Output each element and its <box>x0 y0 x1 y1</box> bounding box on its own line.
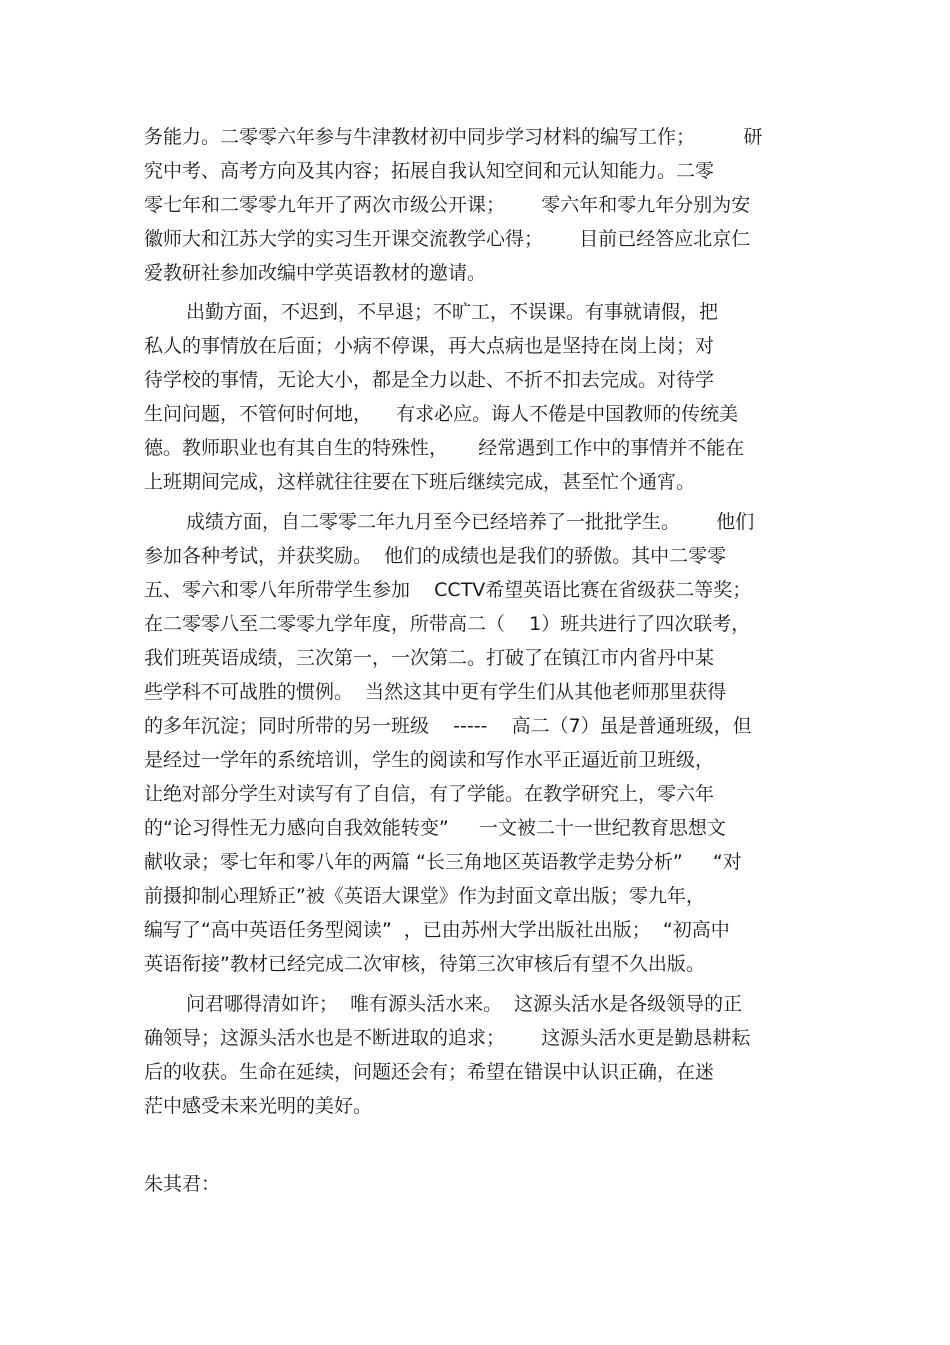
text-line: 参加各种考试，并获奖励。 他们的成绩也是我们的骄傲。其中二零零 <box>144 545 727 567</box>
text-line: 零七年和二零零九年开了两次市级公开课； 零六年和零九年分别为安 <box>144 194 751 216</box>
text-line: 让绝对部分学生对读写有了自信，有了学能。在教学研究上，零六年 <box>144 783 715 805</box>
text-line: 在二零零八至二零零九学年度，所带高二（ 1）班共进行了四次联考， <box>144 613 751 635</box>
text-line: 德。教师职业也有其自生的特殊性， 经常遇到工作中的事情并不能在 <box>144 437 745 459</box>
text-line: 待学校的事情，无论大小，都是全力以赴、不折不扣去完成。对待学 <box>144 369 715 391</box>
text-line: 茫中感受未来光明的美好。 <box>144 1095 373 1117</box>
paragraph-first-line: 问君哪得清如许； 唯有源头活水来。 这源头活水是各级领导的正 <box>186 993 743 1015</box>
text-line: 的“论习得性无力感向自我效能转变” 一文被二十一世纪教育思想文 <box>144 817 726 839</box>
paragraph-first-line: 成绩方面，自二零零二年九月至今已经培养了一批批学生。 他们 <box>186 511 755 533</box>
text-line: 是经过一学年的系统培训，学生的阅读和写作水平正逼近前卫班级， <box>144 749 715 771</box>
text-line: 的多年沉淀；同时所带的另一班级 ----- 高二（7）虽是普通班级，但 <box>144 715 752 737</box>
text-line: 后的收获。生命在延续，问题还会有；希望在错误中认识正确，在迷 <box>144 1061 715 1083</box>
text-line: 英语衔接”教材已经完成二次审核，待第三次审核后有望不久出版。 <box>144 953 705 975</box>
text-line: 确领导；这源头活水也是不断进取的追求； 这源头活水更是勤恳耕耘 <box>144 1027 751 1049</box>
text-line: 我们班英语成绩，三次第一，一次第二。打破了在镇江市内省丹中某 <box>144 647 715 669</box>
text-line: 务能力。二零零六年参与牛津教材初中同步学习材料的编写工作； 研 <box>144 126 763 148</box>
text-line: 五、零六和零八年所带学生参加 CCTV希望英语比赛在省级获二等奖； <box>144 579 752 601</box>
text-line: 究中考、高考方向及其内容；拓展自我认知空间和元认知能力。二零 <box>144 160 715 182</box>
paragraph-first-line: 出勤方面，不迟到，不早退；不旷工，不误课。有事就请假，把 <box>186 301 719 323</box>
text-line: 献收录；零七年和零八年的两篇 “长三角地区英语教学走势分析” “对 <box>144 851 742 873</box>
text-line: 私人的事情放在后面；小病不停课，再大点病也是坚持在岗上岗；对 <box>144 335 715 357</box>
text-line: 徽师大和江苏大学的实习生开课交流教学心得； 目前已经答应北京仁 <box>144 228 751 250</box>
text-line: 编写了“高中英语任务型阅读” ，已由苏州大学出版社出版； “初高中 <box>144 919 730 941</box>
text-line: 些学科不可战胜的惯例。 当然这其中更有学生们从其他老师那里获得 <box>144 681 727 703</box>
text-line: 前摄抑制心理矫正”被《英语大课堂》作为封面文章出版；零九年， <box>144 885 705 907</box>
text-line: 生问问题，不管何时何地， 有求必应。诲人不倦是中国教师的传统美 <box>144 403 739 425</box>
text-line: 爱教研社参加改编中学英语教材的邀请。 <box>144 262 487 284</box>
signature-heading: 朱其君： <box>144 1173 221 1195</box>
text-line: 上班期间完成，这样就往往要在下班后继续完成，甚至忙个通宵。 <box>144 471 696 493</box>
